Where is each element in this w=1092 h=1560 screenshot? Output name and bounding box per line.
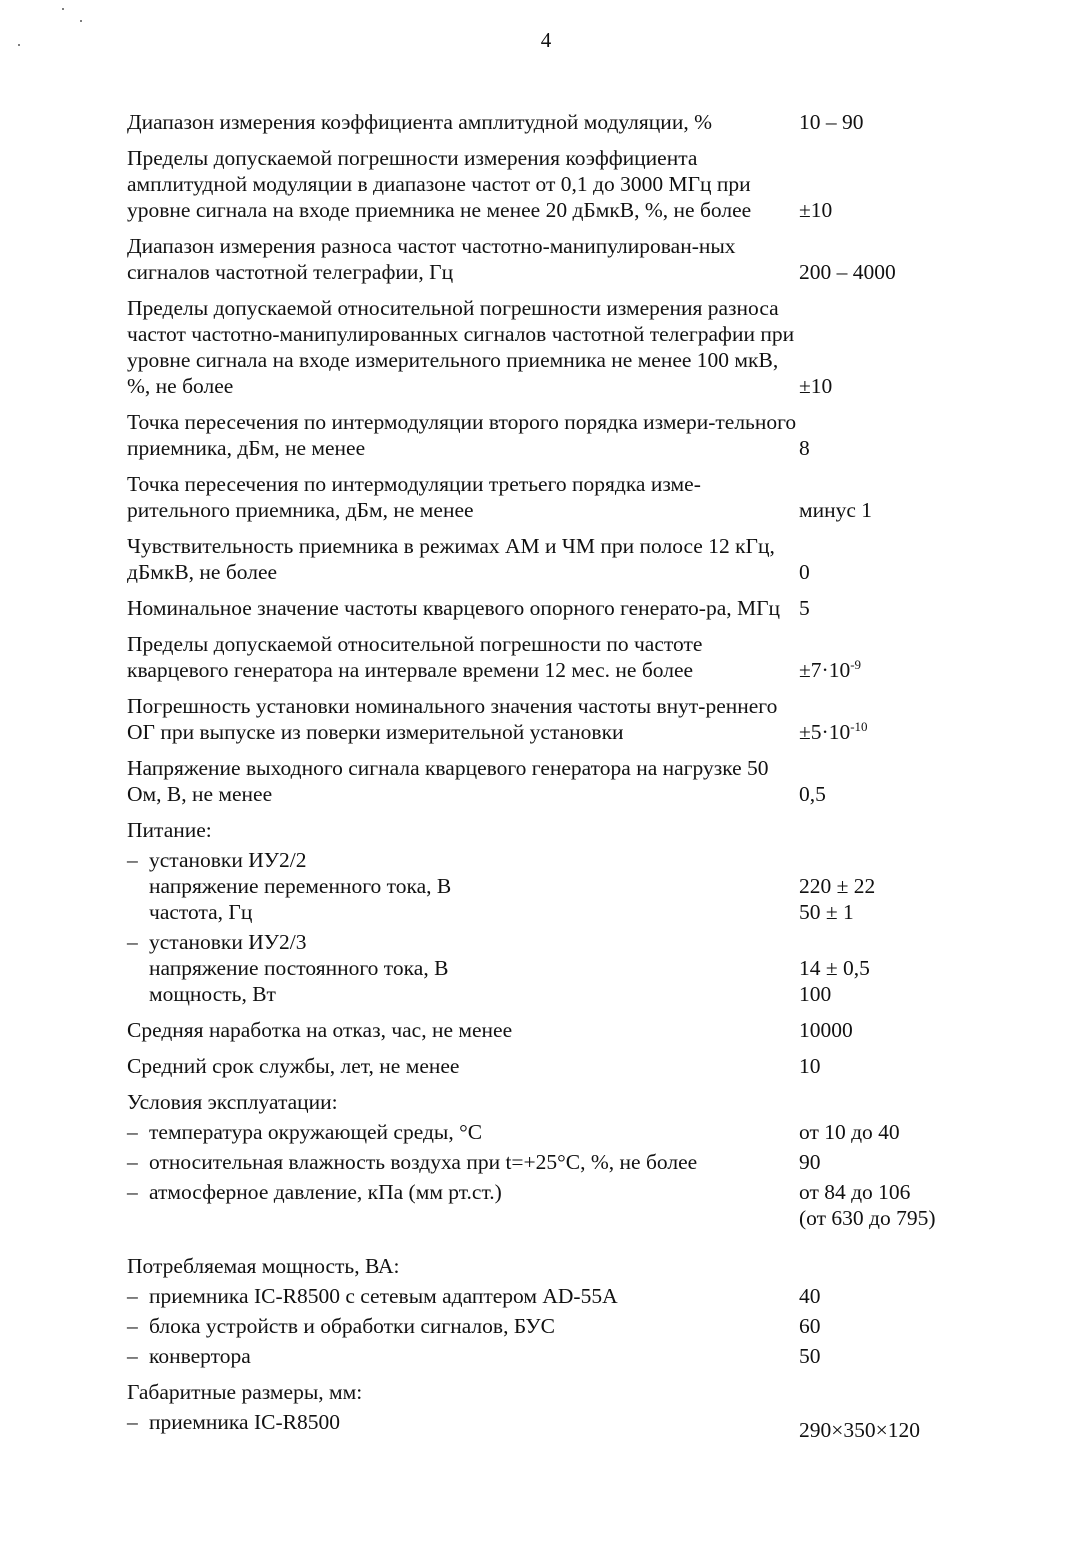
dimensions-heading: Габаритные размеры, мм: [127,1380,363,1404]
spec-value: 200 – 4000 [799,260,896,284]
condition-value-line: от 84 до 106 [799,1180,911,1204]
list-dash: – [127,1150,138,1174]
spec-row [127,409,957,461]
condition-value-line: (от 630 до 795) [799,1206,936,1230]
condition-item [127,1179,957,1231]
spec-row [127,533,957,585]
spec-value: 8 [799,436,810,460]
spec-param: Средний срок службы, лет, не менее [127,1054,460,1078]
power-group [127,929,957,955]
spec-row [127,145,957,223]
consumption-value: 60 [799,1314,821,1338]
spec-param: Точка пересечения по интермодуляции второго порядка измери-тельного приемника, дБм, не менее [127,410,797,460]
list-dash: – [127,848,138,872]
spec-row [127,109,957,135]
power-item-param: частота, Гц [149,900,253,924]
spec-value: 10000 [799,1018,853,1042]
spec-param: Пределы допускаемой относительной погрешности по частоте кварцевого генератора на интервале времени 12 мес. не более [127,632,703,682]
spec-param: Точка пересечения по интермодуляции третьего порядка изме-рительного приемника, дБм, не менее [127,472,701,522]
power-item-value: 50 ± 1 [799,900,854,924]
list-dash: – [127,1410,138,1434]
condition-param: атмосферное давление, кПа (мм рт.ст.) [149,1180,502,1204]
spec-value: 5 [799,596,810,620]
condition-value: 90 [799,1150,821,1174]
power-section [127,817,957,1007]
spec-row [127,631,957,683]
spec-param: Пределы допускаемой относительной погрешности измерения разноса частот частотно-манипулированных сигналов частотной телеграфии при уровне сигнала на входе измерительного приемника не менее 100 мкВ, %, не более [127,296,795,398]
list-dash: – [127,1344,138,1368]
condition-value [799,1179,957,1231]
power-item [127,873,957,899]
power-item [127,899,957,925]
condition-param: относительная влажность воздуха при t=+25°С, %, не более [149,1150,698,1174]
value-exponent: -9 [850,656,862,672]
spec-param: Номинальное значение частоты кварцевого опорного генерато-ра, МГц [127,596,781,620]
spec-row [127,755,957,807]
consumption-item [127,1313,957,1339]
spec-value: ±10 [799,198,833,222]
consumption-item [127,1343,957,1369]
consumption-section [127,1253,957,1369]
power-item-value: 220 ± 22 [799,874,876,898]
dimensions-item [127,1409,957,1442]
spec-param: Чувствительность приемника в режимах АМ и ЧМ при полосе 12 кГц, дБмкВ, не более [127,534,775,584]
consumption-item [127,1283,957,1309]
spec-value: 10 [799,1054,821,1078]
spec-param: Диапазон измерения разноса частот частотно-манипулирован-ных сигналов частотной телеграфии, Гц [127,234,736,284]
power-item [127,955,957,981]
condition-item [127,1119,957,1145]
list-dash: – [127,1314,138,1338]
page-number: 4 [540,28,552,52]
spec-value: минус 1 [799,498,873,522]
list-dash: – [127,930,138,954]
power-item-param: мощность, Вт [149,982,276,1006]
spec-param: Напряжение выходного сигнала кварцевого генератора на нагрузке 50 Ом, В, не менее [127,756,769,806]
spec-param: Пределы допускаемой погрешности измерения коэффициента амплитудной модуляции в диапазоне частот от 0,1 до 3000 МГц при уровне сигнала на входе приемника не менее 20 дБмкВ, %, не более [127,146,752,222]
spec-row [127,1053,957,1079]
conditions-section [127,1089,957,1231]
power-group [127,847,957,873]
spec-row [127,233,957,285]
list-dash: – [127,1284,138,1308]
conditions-heading: Условия эксплуатации: [127,1090,338,1114]
spec-row [127,693,957,745]
consumption-heading: Потребляемая мощность, ВА: [127,1254,400,1278]
condition-param: температура окружающей среды, °С [149,1120,483,1144]
spec-row [127,595,957,621]
power-item-value: 100 [799,982,832,1006]
power-group-label: установки ИУ2/3 [149,930,307,954]
value-base: ±7·10 [799,658,851,682]
spec-value: ±10 [799,374,833,398]
dimensions-value: 290×350×120 [799,1418,921,1442]
value-base: ±5·10 [799,720,851,744]
spec-param: Средняя наработка на отказ, час, не менее [127,1018,513,1042]
condition-item [127,1149,957,1175]
dimensions-section [127,1379,957,1442]
consumption-param: приемника IC-R8500 с сетевым адаптером AD-55A [149,1284,618,1308]
spec-value: 0 [799,560,810,584]
consumption-value: 50 [799,1344,821,1368]
consumption-value: 40 [799,1284,821,1308]
power-item-param: напряжение постоянного тока, В [149,956,449,980]
spec-row [127,1017,957,1043]
spec-param: Диапазон измерения коэффициента амплитудной модуляции, % [127,110,712,134]
power-item-value: 14 ± 0,5 [799,956,870,980]
dimensions-param: приемника IC-R8500 [149,1410,340,1434]
consumption-param: блока устройств и обработки сигналов, БУС [149,1314,555,1338]
spec-row [127,471,957,523]
list-dash: – [127,1120,138,1144]
scan-speck [80,20,82,22]
spec-param: Погрешность установки номинального значения частоты внут-реннего ОГ при выпуске из поверки измерительной установки [127,694,778,744]
specifications-list [127,109,957,1445]
consumption-param: конвертора [149,1344,251,1368]
spec-value [799,657,957,683]
condition-value: от 10 до 40 [799,1120,900,1144]
value-exponent: -10 [850,718,868,734]
power-item-param: напряжение переменного тока, В [149,874,452,898]
power-item [127,981,957,1007]
power-heading: Питание: [127,818,212,842]
power-group-label: установки ИУ2/2 [149,848,307,872]
scan-speck [62,8,64,10]
spec-value: 0,5 [799,782,826,806]
spec-row [127,295,957,399]
spec-value [799,719,957,745]
list-dash: – [127,1180,138,1204]
spec-value: 10 – 90 [799,110,864,134]
